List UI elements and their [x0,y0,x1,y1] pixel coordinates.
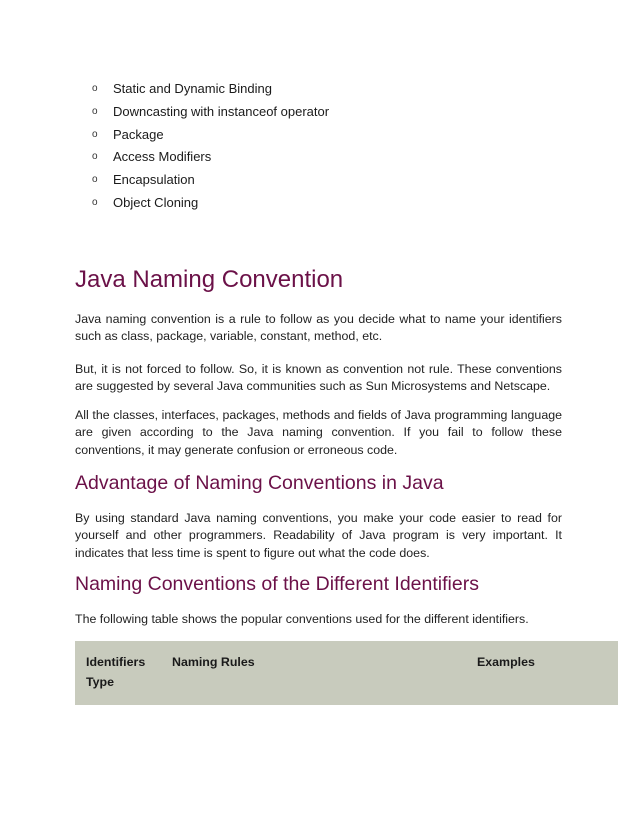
list-item-label: Access Modifiers [113,149,212,165]
list-item-label: Static and Dynamic Binding [113,81,272,96]
topic-list [92,78,329,215]
bullet-marker: o [92,128,98,140]
paragraph-advantage: By using standard Java naming conventions, you make your code easier to read for yourself and other programmers. Readability of Java program is very important. It indicates that less time is spent to figure out what the code does. [75,511,562,560]
bullet-marker: o [92,151,98,163]
section-title-advantage: Advantage of Naming Conventions in Java [75,472,444,494]
column-header-examples: Examples [477,655,535,669]
list-item-label: Downcasting with instanceof operator [113,103,330,119]
list-item [92,192,329,215]
bullet-marker: o [92,83,98,94]
column-header-naming-rules: Naming Rules [172,655,255,669]
list-item-label: Object Cloning [113,194,199,210]
list-item [92,146,329,169]
table-header-row [75,641,618,705]
list-item-label: Encapsulation [113,172,195,188]
list-item [92,169,329,192]
bullet-marker: o [92,196,98,208]
paragraph-classes: All the classes, interfaces, packages, methods and fields of Java programming language are given according to the Java naming convention. If you fail to follow these conventions, it may generate confusion or erroneous code. [75,408,562,457]
list-item-label: Package [113,126,164,142]
list-item [92,78,329,101]
paragraph-intro: Java naming convention is a rule to follow as you decide what to name your identifiers such as class, package, variable, constant, method, etc. [75,312,562,344]
section-title-identifiers: Naming Conventions of the Different Identifiers [75,573,479,595]
paragraph-table-intro: The following table shows the popular conventions used for the different identifiers. [75,612,529,626]
list-item [92,124,329,147]
bullet-marker: o [92,105,98,117]
bullet-marker: o [92,174,98,186]
column-header-identifiers-type [86,652,146,692]
column-header-label: Identifiers Type [86,655,146,689]
list-item [92,101,329,124]
paragraph-not-forced: But, it is not forced to follow. So, it is known as convention not rule. These conventions are suggested by several Java communities such as Sun Microsystems and Netscape. [75,362,562,394]
section-title-java-naming-convention: Java Naming Convention [75,266,344,293]
